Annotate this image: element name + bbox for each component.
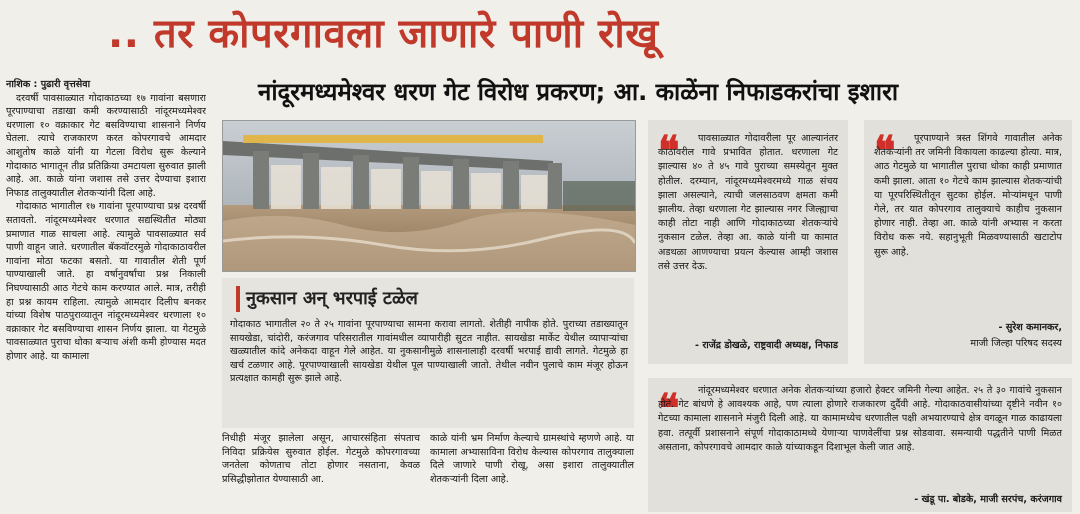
- quote-signature: - खंडू पा. बोडके, माजी सरपंच, करंजगाव: [914, 494, 1062, 505]
- quote-mark-icon: ❝: [874, 127, 896, 174]
- quote-mark-icon: ❝: [658, 127, 680, 174]
- quote-box-1: [648, 120, 848, 364]
- quote-signature: - राजेंद्र डोखळे, राष्ट्रवादी अध्यक्ष, निफाड: [695, 340, 838, 351]
- headline: .. तर कोपरगावला जाणारे पाणी रोखू: [108, 11, 659, 57]
- dateline: नाशिक : पुढारी वृत्तसेवा: [6, 79, 91, 90]
- quote-text: पूरपाण्याने त्रस्त शिंगवे गावातील अनेक शेतकऱ्यांनी तर जमिनी विकायला काढल्या होत्या. मात्र, आठ गेटमुळे या भागातील पुराचा धोका काही प्रमाणात कमी झाला. आता १० गेटचे काम झाल्यास शेतकऱ्यांची या पूरपरिस्थितीतून सुटका होईल. मोऱ्यांमधून पाणी गेले, तर यात कोपरगाव तालुक्याचे काहीच नुकसान होणार नाही. तेव्हा आ. काळे यांनी अभ्यास न करता विरोध करू नये. सहानुभूती मिळवण्यासाठी खटाटोप सुरू आहे.: [874, 133, 1062, 258]
- lower-column-1: निधीही मंजूर झालेला असून, आचारसंहिता संपताच निविदा प्रक्रियेस सुरुवात होईल. गेटमुळे कोपरगावच्या जनतेला कोणताच तोटा होणार नसताना, केवळ प्रसिद्धीझोतात येण्यासाठी आ.: [222, 433, 420, 485]
- quote-signature: - सुरेश कमानकर,: [998, 322, 1062, 333]
- quote-text: नांदूरमध्यमेश्वर धरणात अनेक शेतकऱ्यांच्या हजारो हेक्टर जमिनी गेल्या आहेत. २५ ते ३० गावांचे नुकसान होते. गेट बांधणे हे आवश्यक आहे, पण त्याला होणारे राजकारण दुर्दैवी आहे. गोदाकाठवासीयांच्या दृष्टीने नवीन १० गेटच्या कामाला शासनाने मंजुरी दिली आहे. या कामामध्येच धरणातील पक्षी अभयारण्याचे क्षेत्र वगळून गाळ काढायला हवा. तत्पूर्वी प्रशासनाने संपूर्ण गोदाकाठामध्ये येणाऱ्या पाणवेलींचा प्रश्न सोडवावा. समन्यायी पद्धतीने पाणी मिळत असताना, कोपरगावचे आमदार काळे यांच्याकडून दिशाभूल केली जात आहे.: [658, 385, 1062, 453]
- quote-text: पावसाळ्यात गोदावरीला पूर आल्यानंतर काठावरील गावे प्रभावित होतात. धरणाला गेट झाल्यास ४० ते ४५ गावे पुराच्या समस्येतून मुक्त होतील. दरम्यान, नांदूरमध्यमेश्वरमध्ये गाळ संचय झाला असल्याने, त्याची जलसाठवण क्षमता कमी झालीय. तेव्हा धरणाला गेट झाल्यास नगर जिल्ह्याचा काही तोटा नाही आणि गोदाकाठच्या शेतकऱ्यांचे नुकसान टळेल. तेव्हा आ. काळे यांनी या कामात अडथळा आणण्याचा प्रयत्न केल्यास आम्ही जशास तसे उत्तर देऊ.: [658, 133, 838, 272]
- section-text: गोदाकाठ भागातील २० ते २५ गावांना पूरपाण्याचा सामना करावा लागतो. शेतीही नापीक होते. पुराच्या तडाख्यातून सायखेडा, चांदोरी, करंजगाव परिसरातील गावांमधील व्यापारीही सुटत नाहीत. सायखेडा मार्केट येथील व्यापाऱ्यांचा खळ्यातील कांदे अनेकदा वाहून गेले आहेत. या नुकसानीमुळे शासनालाही दरवर्षी भरपाई द्यावी लागते. गेटमुळे हा खर्च टळणार आहे. पूरपाण्याखाली सायखेडा येथील पूल पाण्याखाली जातो. तेथील नवीन पुलाचे काम मंजूर होऊन प्रत्यक्षात कामही सुरू झाले आहे.: [230, 319, 628, 385]
- lower-column-2: काळे यांनी भ्रम निर्माण केल्याचे ग्रामस्थांचे म्हणणे आहे. या कामाला अभ्यासाविना विरोध केल्यास कोपरगाव तालुक्याला दिले जाणारे पाणी रोखू, असा इशारा तालुक्यातील शेतकऱ्यांनी दिला आहे.: [430, 433, 634, 485]
- subheadline: नांदूरमध्यमेश्वर धरण गेट विरोध प्रकरण; आ. काळेंना निफाडकरांचा इशारा: [258, 78, 899, 106]
- left-column: [6, 78, 206, 510]
- left-paragraph: दरवर्षी पावसाळ्यात गोदाकाठच्या १७ गावांना बसणारा पूरपाण्याचा तडाखा कमी करण्यासाठी नांदूरमध्यमेश्वर धरणाला १० वक्राकार गेट बसविण्याचा शासनाने निर्णय घेतला. त्याचे राजकारण करत कोपरगावचे आमदार आशुतोष काळे यांनी या गेटला विरोध सुरू केल्याने गोदाकाठ भागातून तीव्र प्रतिक्रिया उमटायला सुरुवात झाली आहे. आ. काळे यांना जशास तसे उत्तर देण्याचा इशारा निफाड तालुक्यातील शेतकऱ्यांनी दिला आहे.: [6, 92, 206, 199]
- quote-box-2: [864, 120, 1072, 364]
- quote-box-3: [648, 378, 1072, 512]
- quote-signature-title: माजी जिल्हा परिषद सदस्य: [970, 338, 1062, 349]
- left-paragraph: गोदाकाठ भागातील १७ गावांना पूरपाण्याचा प्रश्न दरवर्षी सतावतो. नांदूरमध्यमेश्वर धरणात सद्यस्थितीत मोठ्या प्रमाणात गाळ साचला आहे. त्यामुळे पावसाळ्यात सर्व पाणी वाहून जाते. धरणातील बॅकवॉटरमुळे गोदाकाठावरील गावांना मोठा फटका बसतो. या गावातील शेती पूर्ण पाण्याखाली जाते. हा वर्षानुवर्षांचा प्रश्न निकाली निघण्यासाठी आठ गेटचे काम करण्यात आले. मात्र, तरीही हा प्रश्न कायम राहिला. त्यामुळे आमदार दिलीप बनकर यांच्या विशेष पाठपुराव्यातून नांदूरमध्यमेश्वर धरणाला १० वक्राकार गेट बसविण्याचा शासन निर्णय झाला. या गेटमुळे पावसाळ्यात पुराचा धोका बऱ्याच अंशी कमी होण्यास मदत होणार आहे. या कामाला: [6, 201, 206, 362]
- dam-photo-icon: [222, 120, 636, 272]
- quote-mark-icon: ❝: [658, 385, 680, 432]
- section-title: नुकसान अन् भरपाई टळेल: [236, 286, 626, 312]
